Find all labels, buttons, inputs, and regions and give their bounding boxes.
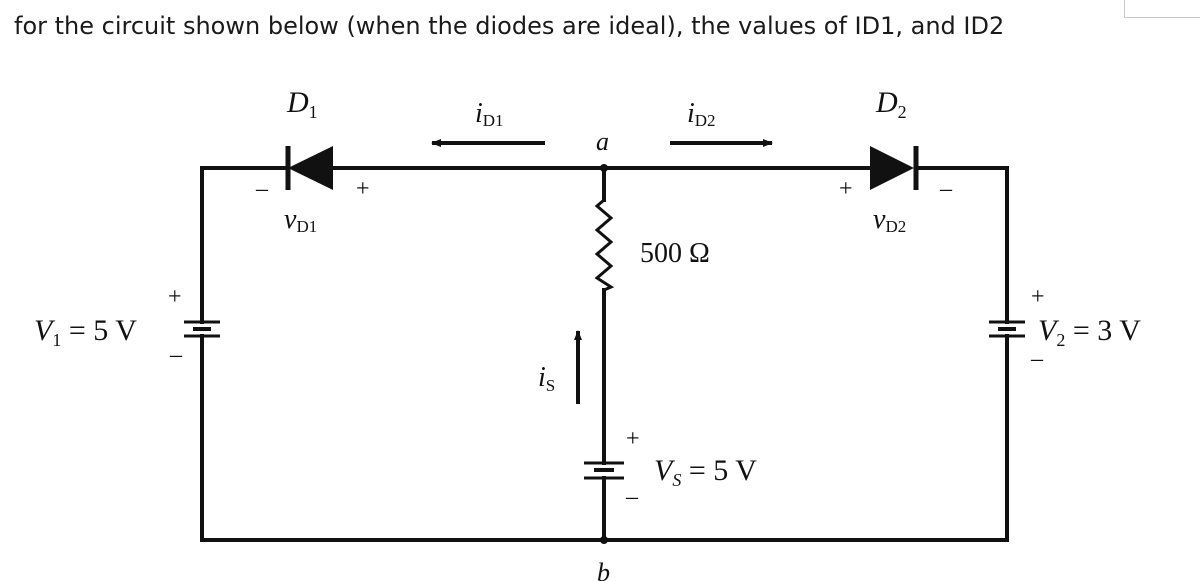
- d2-minus-sign: –: [940, 176, 952, 202]
- label-i-d1: iD1: [475, 98, 504, 130]
- question-text: for the circuit shown below (when the diodes are ideal), the values of ID1, and ID2: [14, 12, 1005, 40]
- diode-d2-symbol: [870, 146, 916, 190]
- battery-v2-symbol: [989, 322, 1025, 336]
- label-v-d2: vD2: [873, 204, 907, 236]
- d1-plus-sign: +: [356, 176, 370, 202]
- label-v1: $V_1 = 5$ V: [34, 314, 137, 350]
- label-i-d2: iD2: [687, 98, 716, 130]
- label-resistor: 500 Ω: [640, 238, 710, 269]
- node-a-dot: [600, 164, 608, 172]
- label-vs: $V_S = 5$ V: [654, 454, 757, 490]
- v1-plus-sign: +: [168, 284, 182, 310]
- vs-plus-sign: +: [626, 426, 640, 452]
- v2-plus-sign: +: [1031, 284, 1045, 310]
- diode-d1-symbol: [288, 146, 333, 190]
- label-d2: $D_2$: [876, 86, 907, 122]
- resistor-symbol: [597, 200, 611, 290]
- vs-minus-sign: –: [626, 484, 638, 510]
- label-v-d1: vD1: [284, 204, 318, 236]
- v1-minus-sign: –: [170, 342, 182, 368]
- battery-vs-symbol: [584, 463, 624, 478]
- d2-plus-sign: +: [839, 176, 853, 202]
- label-d1: $D_1$: [287, 86, 318, 122]
- label-node-a: a: [596, 127, 609, 156]
- battery-v1-symbol: [184, 322, 220, 336]
- node-b-dot: [600, 536, 608, 544]
- v2-minus-sign: –: [1031, 346, 1043, 372]
- label-node-b: b: [597, 558, 610, 581]
- label-v2: $V_2 = 3$ V: [1038, 314, 1141, 350]
- d1-minus-sign: –: [256, 176, 268, 202]
- label-i-s: iS: [538, 362, 556, 395]
